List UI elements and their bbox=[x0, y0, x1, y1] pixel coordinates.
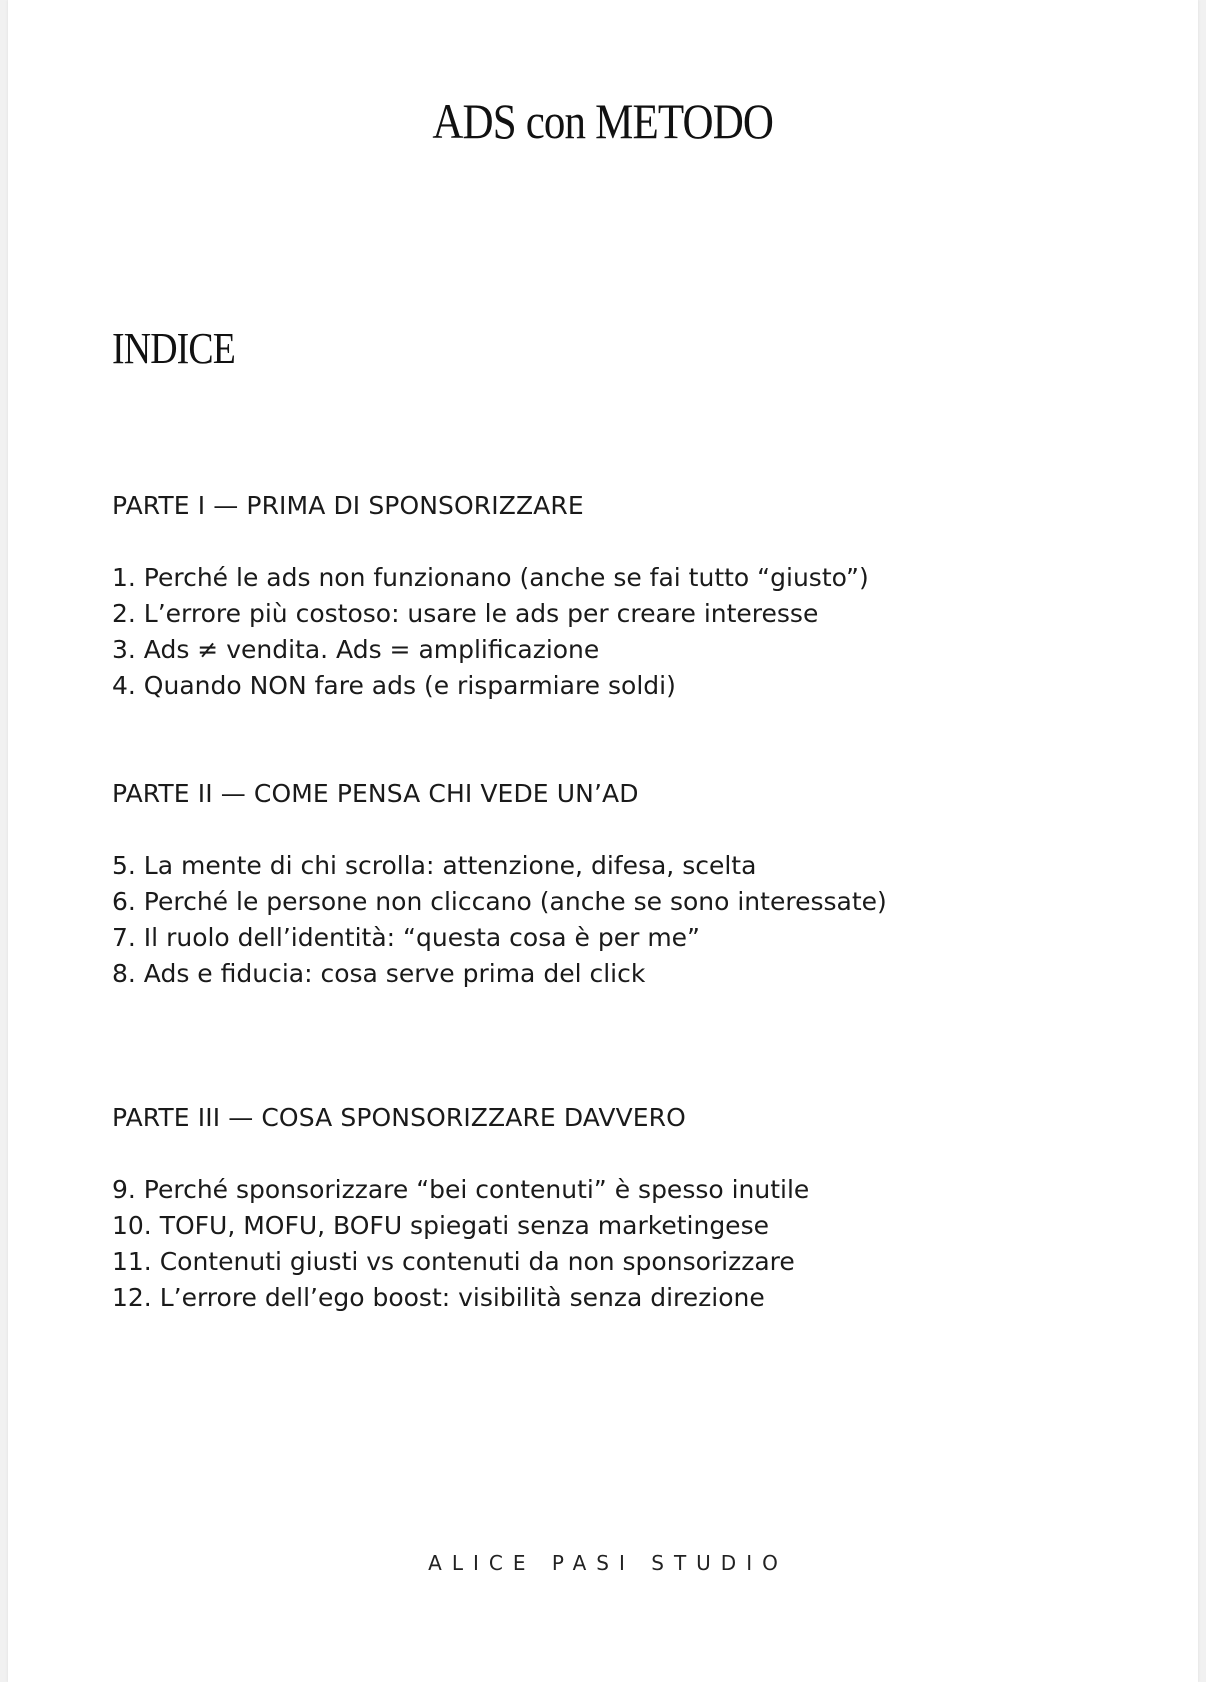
index-item: 5. La mente di chi scrolla: attenzione, difesa, scelta bbox=[112, 851, 757, 880]
footer-brand: ALICE PASI STUDIO bbox=[428, 1551, 788, 1575]
index-item: 8. Ads e fiducia: cosa serve prima del click bbox=[112, 959, 646, 988]
index-item: 7. Il ruolo dell’identità: “questa cosa è per me” bbox=[112, 923, 701, 952]
document-page bbox=[8, 0, 1198, 1682]
index-item: 2. L’errore più costoso: usare le ads per creare interesse bbox=[112, 599, 819, 628]
section-item-list bbox=[112, 848, 887, 992]
section-parte-2 bbox=[112, 776, 887, 992]
section-parte-1 bbox=[112, 488, 869, 704]
document-title: ADS con METODO bbox=[432, 93, 774, 149]
index-item: 1. Perché le ads non funzionano (anche se fai tutto “giusto”) bbox=[112, 563, 869, 592]
index-item: 6. Perché le persone non cliccano (anche se sono interessate) bbox=[112, 887, 887, 916]
section-item-list bbox=[112, 1172, 809, 1316]
index-item: 11. Contenuti giusti vs contenuti da non sponsorizzare bbox=[112, 1247, 795, 1276]
section-item-list bbox=[112, 560, 869, 704]
index-heading: INDICE bbox=[112, 324, 236, 373]
index-item: 12. L’errore dell’ego boost: visibilità senza direzione bbox=[112, 1283, 765, 1312]
section-heading: PARTE III — COSA SPONSORIZZARE DAVVERO bbox=[112, 1103, 686, 1132]
index-item: 10. TOFU, MOFU, BOFU spiegati senza marketingese bbox=[112, 1211, 769, 1240]
section-parte-3 bbox=[112, 1100, 809, 1316]
section-heading: PARTE II — COME PENSA CHI VEDE UN’AD bbox=[112, 779, 639, 808]
index-item: 4. Quando NON fare ads (e risparmiare soldi) bbox=[112, 671, 676, 700]
section-heading: PARTE I — PRIMA DI SPONSORIZZARE bbox=[112, 491, 584, 520]
index-item: 9. Perché sponsorizzare “bei contenuti” è spesso inutile bbox=[112, 1175, 810, 1204]
index-item: 3. Ads ≠ vendita. Ads = amplificazione bbox=[112, 635, 600, 664]
